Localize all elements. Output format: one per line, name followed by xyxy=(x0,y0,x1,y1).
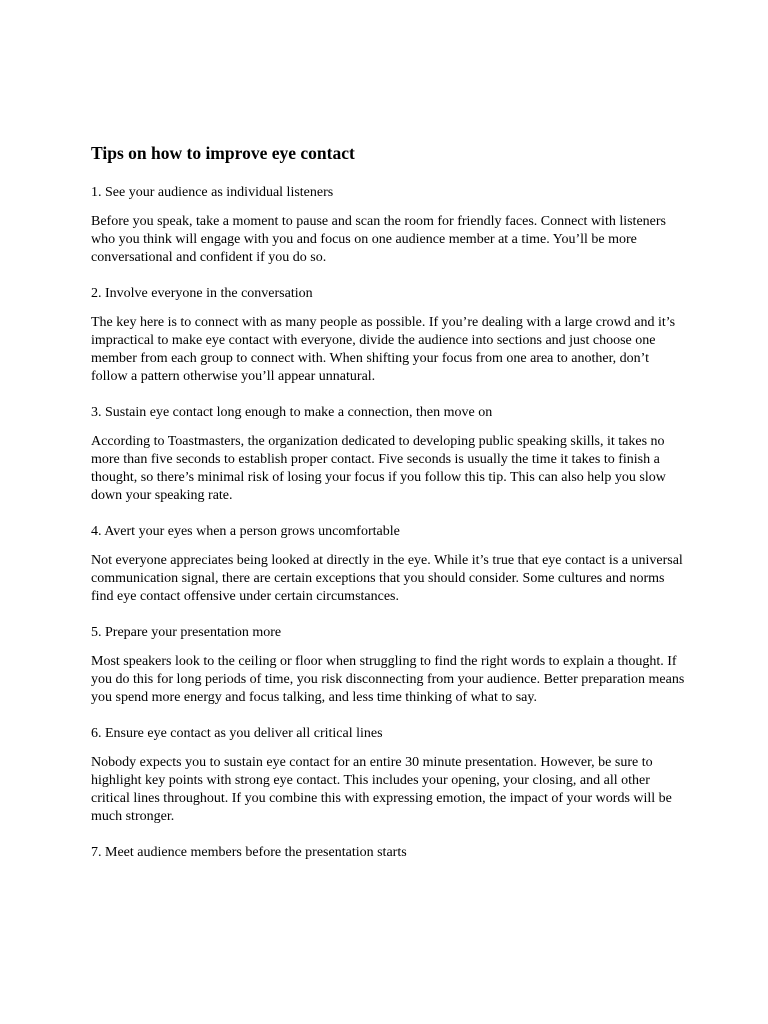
tip-heading-7: 7. Meet audience members before the presentation starts xyxy=(91,845,407,860)
document-content xyxy=(91,142,689,880)
tip-section-6 xyxy=(91,725,689,826)
tip-section-1 xyxy=(91,184,689,267)
tip-heading-6: 6. Ensure eye contact as you deliver all critical lines xyxy=(91,726,383,741)
tip-body-4: Not everyone appreciates being looked at directly in the eye. While it’s true that eye contact is a universal communication signal, there are certain exceptions that you should consider. Some cultures and norms find eye contact offensive under certain circumstances. xyxy=(91,553,683,604)
tip-body-2: The key here is to connect with as many people as possible. If you’re dealing with a large crowd and it’s impractical to make eye contact with everyone, divide the audience into sections and just choose one member from each group to connect with. When shifting your focus from one area to another, don’t follow a pattern otherwise you’ll appear unnatural. xyxy=(91,315,676,384)
tip-section-7 xyxy=(91,844,689,862)
tip-body-6: Nobody expects you to sustain eye contact for an entire 30 minute presentation. However, be sure to highlight key points with strong eye contact. This includes your opening, your closing, and all other critical lines throughout. If you combine this with expressing emotion, the impact of your words will be much stronger. xyxy=(91,755,672,824)
tip-heading-4: 4. Avert your eyes when a person grows uncomfortable xyxy=(91,524,400,539)
tip-heading-1: 1. See your audience as individual listeners xyxy=(91,185,334,200)
tip-heading-5: 5. Prepare your presentation more xyxy=(91,625,282,640)
tip-body-1: Before you speak, take a moment to pause and scan the room for friendly faces. Connect with listeners who you think will engage with you and focus on one audience member at a time. You’ll be more conversational and confident if you do so. xyxy=(91,214,666,265)
tip-body-5: Most speakers look to the ceiling or floor when struggling to find the right words to explain a thought. If you do this for long periods of time, you risk disconnecting from your audience. Better preparation means you spend more energy and focus talking, and less time thinking of what to say. xyxy=(91,654,685,705)
tip-heading-2: 2. Involve everyone in the conversation xyxy=(91,286,313,301)
tip-section-2 xyxy=(91,285,689,386)
tip-body-3: According to Toastmasters, the organization dedicated to developing public speaking skills, it takes no more than five seconds to establish proper contact. Five seconds is usually the time it takes to finish a thought, so there’s minimal risk of losing your focus if you follow this tip. This can also help you slow down your speaking rate. xyxy=(91,434,666,503)
tip-section-5 xyxy=(91,624,689,707)
tip-heading-3: 3. Sustain eye contact long enough to make a connection, then move on xyxy=(91,405,493,420)
document-title: Tips on how to improve eye contact xyxy=(91,143,355,163)
tip-section-3 xyxy=(91,404,689,505)
tip-section-4 xyxy=(91,523,689,606)
